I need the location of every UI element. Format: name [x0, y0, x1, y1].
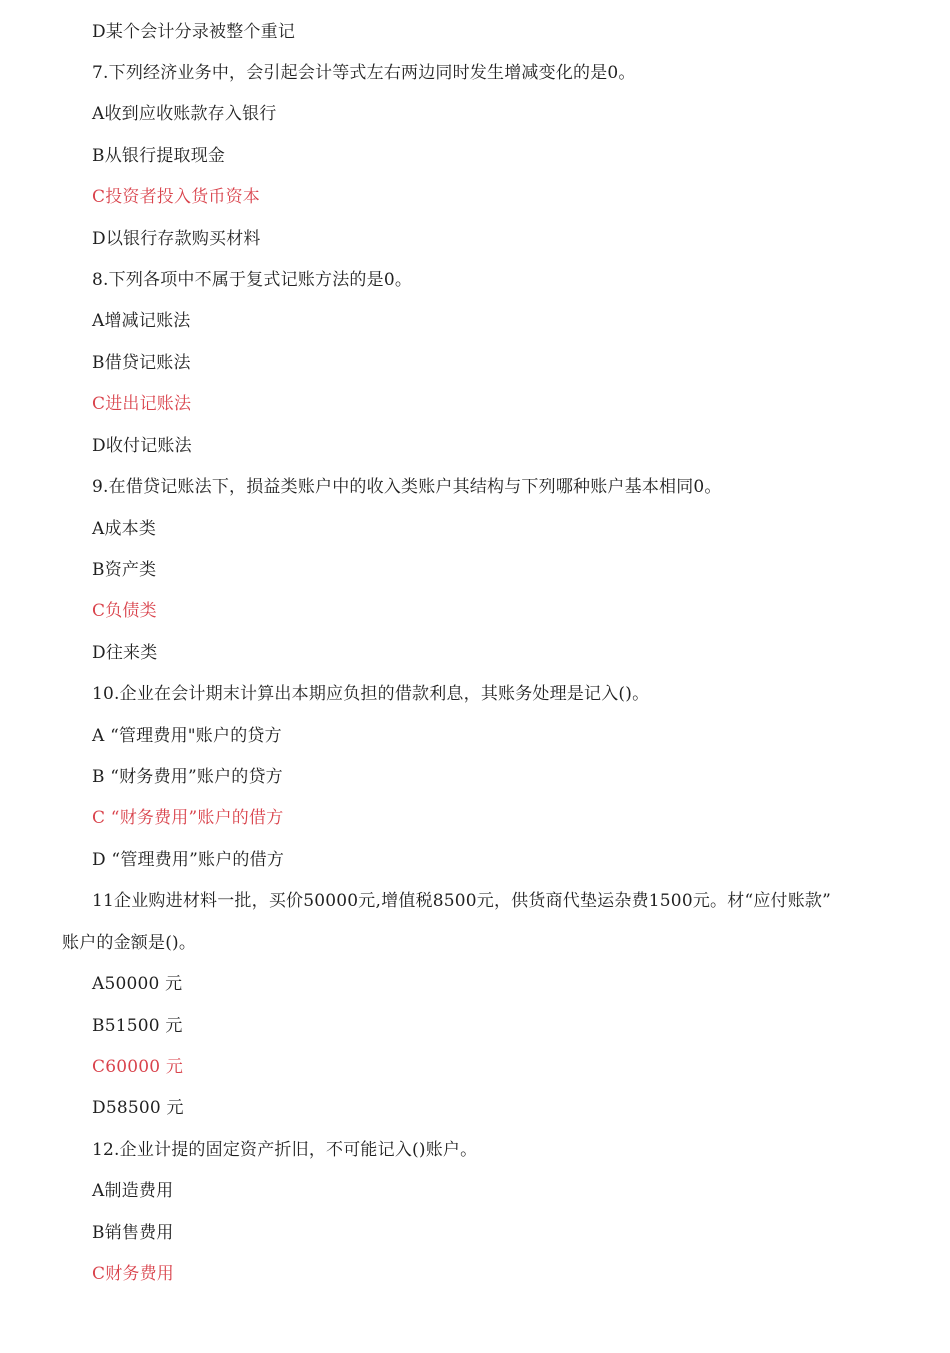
option-line: B51500 元 [92, 1016, 183, 1036]
answer-option-line: C负债类 [92, 601, 157, 621]
answer-option-line: C财务费用 [92, 1264, 175, 1284]
question-line: 11企业购进材料一批，买价50000元,增值税8500元，供货商代垫运杂费1500元。材“应付账款” [92, 891, 832, 911]
answer-option-line: C “财务费用”账户的借方 [92, 808, 284, 828]
option-line: D “管理费用”账户的借方 [92, 850, 285, 870]
question-line: 9.在借贷记账法下，损益类账户中的收入类账户其结构与下列哪种账户基本相同0。 [92, 477, 722, 497]
question-line: 7.下列经济业务中，会引起会计等式左右两边同时发生增减变化的是0。 [92, 63, 636, 83]
option-line: A制造费用 [92, 1181, 174, 1201]
question-line-continued: 账户的金额是()。 [62, 933, 197, 953]
option-line: A成本类 [92, 519, 157, 539]
option-line: B从银行提取现金 [92, 146, 226, 166]
option-line: A “管理费用"账户的贷方 [92, 726, 282, 746]
answer-option-line: C60000 元 [92, 1057, 184, 1077]
answer-option-line: C投资者投入货币资本 [92, 187, 261, 207]
option-line: D收付记账法 [92, 436, 192, 456]
option-line: B销售费用 [92, 1223, 174, 1243]
option-line: B借贷记账法 [92, 353, 191, 373]
option-line: D以银行存款购买材料 [92, 229, 261, 249]
option-line: D某个会计分录被整个重记 [92, 22, 296, 42]
option-line: D58500 元 [92, 1098, 184, 1118]
option-line: A增减记账法 [92, 311, 191, 331]
question-line: 12.企业计提的固定资产折旧，不可能记入()账户。 [92, 1140, 478, 1160]
answer-option-line: C进出记账法 [92, 394, 192, 414]
option-line: A50000 元 [92, 974, 183, 994]
option-line: A收到应收账款存入银行 [92, 104, 277, 124]
question-line: 8.下列各项中不属于复式记账方法的是0。 [92, 270, 413, 290]
question-line: 10.企业在会计期末计算出本期应负担的借款利息，其账务处理是记入()。 [92, 684, 650, 704]
option-line: B资产类 [92, 560, 157, 580]
option-line: B “财务费用”账户的贷方 [92, 767, 283, 787]
option-line: D往来类 [92, 643, 158, 663]
